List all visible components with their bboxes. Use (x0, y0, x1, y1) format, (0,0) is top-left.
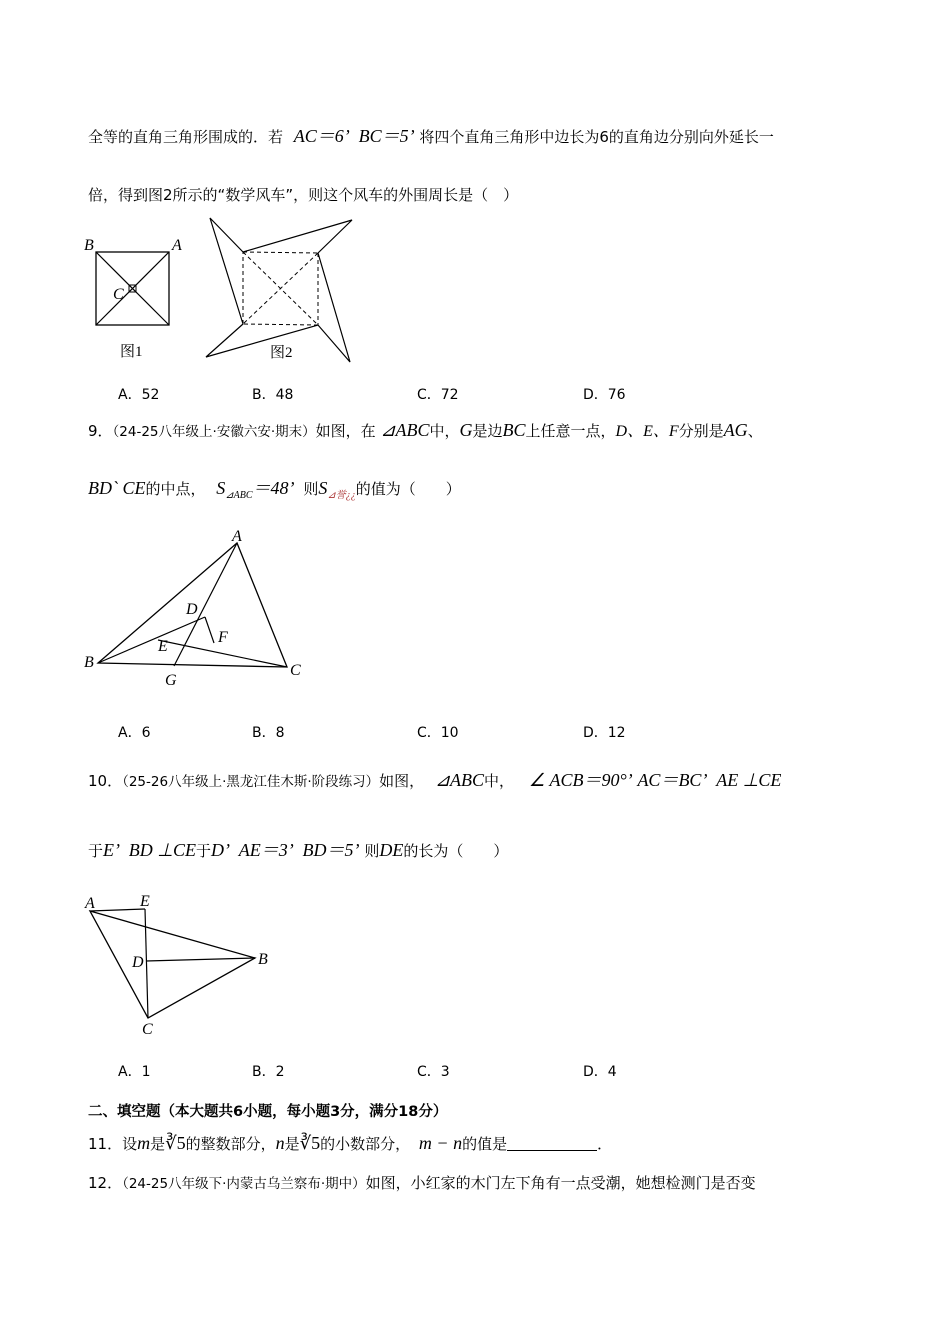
q9-option-d[interactable]: D．12 (583, 725, 626, 741)
q10-option-c[interactable]: C．3 (417, 1064, 450, 1080)
svg-text:G: G (165, 672, 177, 689)
q8-figure-1 (80, 232, 190, 367)
q8-line1: 全等的直角三角形围成的．若 AC＝6’ BC＝5’ 将四个直角三角形中边长为6的直角边分别向外延长一 (88, 126, 774, 146)
svg-text:E: E (158, 638, 168, 655)
q9-option-a[interactable]: A．6 (118, 725, 151, 741)
svg-text:B: B (84, 654, 94, 671)
q10-option-a[interactable]: A．1 (118, 1064, 151, 1080)
q10-option-b[interactable]: B．2 (252, 1064, 285, 1080)
svg-text:F: F (218, 629, 228, 646)
svg-text:E: E (140, 893, 150, 910)
svg-text:A: A (232, 528, 242, 545)
q9-option-c[interactable]: C．10 (417, 725, 459, 741)
bc-equation: BC＝5’ (358, 126, 415, 146)
q9-figure (80, 525, 320, 695)
section-heading: 二、填空题（本大题共6小题，每小题3分，满分18分） (88, 1104, 448, 1120)
q9-line1: 9．（24-25八年级上·安徽六安·期末）如图，在 ⊿ABC中，G是边BC上任意一点，D、E、F分别是AG、 (88, 420, 763, 440)
ac-equation: AC＝6’ (293, 126, 350, 146)
q10-triangle-abc (90, 911, 255, 1018)
fig2-windmill (206, 218, 352, 362)
q10-figure (80, 888, 280, 1038)
svg-text:C: C (290, 662, 301, 679)
q9-segment-bd (98, 617, 205, 663)
fig1-label-c: C (113, 286, 124, 303)
q9-segment-ag (174, 543, 237, 666)
q9-segment-df (205, 617, 214, 643)
q10-segment-db (146, 958, 255, 961)
q10-segment-ec (145, 909, 148, 1018)
q8-figure-2 (200, 212, 360, 367)
q8-option-c[interactable]: C．72 (417, 387, 459, 403)
svg-text:C: C (142, 1021, 153, 1038)
svg-text:D: D (186, 601, 198, 618)
q9-option-b[interactable]: B．8 (252, 725, 285, 741)
fig1-label-b: B (84, 237, 94, 254)
q10-option-d[interactable]: D．4 (583, 1064, 617, 1080)
svg-text:B: B (258, 951, 268, 968)
q11-answer-blank[interactable] (507, 1136, 597, 1151)
svg-text:D: D (132, 954, 144, 971)
q9-line2: BD` CE的中点， $S_{⊿ABC}=48$’ 则$S_{⊿誉¿¿}$的值为（ ） (88, 478, 461, 501)
q8-option-b[interactable]: B．48 (252, 387, 294, 403)
fig1-label-a: A (172, 237, 182, 254)
q10-line1: 10．（25-26八年级上·黑龙江佳木斯·阶段练习）如图， ⊿ABC中， ∠ ACB＝90°’ AC＝BC’ AE ⊥CE (88, 770, 782, 790)
fig2-caption: 图2 (270, 345, 293, 361)
q8-option-d[interactable]: D．76 (583, 387, 626, 403)
q8-option-a[interactable]: A．52 (118, 387, 160, 403)
q10-line2: 于E’ BD ⊥CE于D’ AE＝3’ BD＝5’ 则DE的长为（ ） (88, 840, 509, 860)
q10-segment-ae (90, 909, 145, 911)
q8-line2: 倍，得到图2所示的“数学风车”，则这个风车的外围周长是（ ） (88, 186, 519, 204)
svg-text:A: A (85, 895, 95, 912)
q11-line: 11．设m是∛5的整数部分，n是∛5的小数部分， m − n的值是 ． (88, 1133, 613, 1153)
fig1-caption: 图1 (120, 344, 143, 360)
q12-line: 12．（24-25八年级下·内蒙古乌兰察布·期中）如图，小红家的木门左下角有一点受潮，她想检测门是否变 (88, 1174, 756, 1192)
